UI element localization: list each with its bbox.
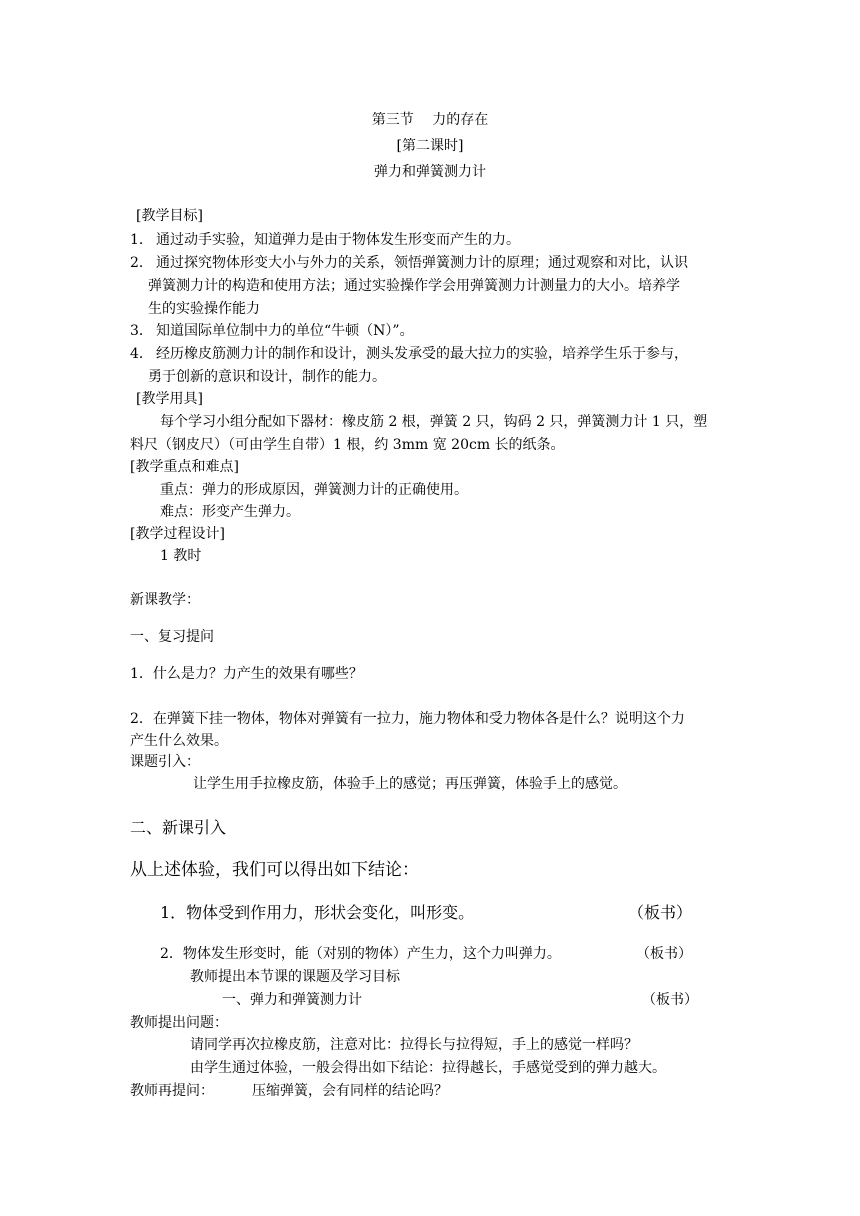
new-lesson-label: 新课教学： <box>130 592 200 608</box>
process-heading: [教学过程设计] <box>130 526 225 542</box>
review-heading: 一、复习提问 <box>130 629 214 645</box>
objective-1-line-1: 通过动手实验，知道弹力是由于物体发生形变而产生的力。 <box>156 232 520 248</box>
tools-line-1: 每个学习小组分配如下器材：橡皮筋 2 根，弹簧 2 只，钩码 2 只，弹簧测力计 1 只，塑 <box>160 414 708 430</box>
objective-3-line-1: 知道国际单位制中力的单位“牛顿（N）”。 <box>156 323 414 339</box>
tools-heading: [教学用具] <box>136 391 203 407</box>
student-result: 由学生通过体验，一般会得出如下结论：拉得越长，手感觉受到的弹力越大。 <box>190 1060 666 1076</box>
keypoints-heading: [教学重点和难点] <box>130 459 239 475</box>
intro-text: 让学生用手拉橡皮筋，体验手上的感觉；再压弹簧，体验手上的感觉。 <box>193 776 627 792</box>
section-title: 第三节 力的存在 <box>371 112 489 128</box>
teacher-intro: 教师提出本节课的课题及学习目标 <box>190 969 400 985</box>
key-point: 重点：弹力的形成原因，弹簧测力计的正确使用。 <box>160 482 468 498</box>
intro-label: 课题引入： <box>130 754 200 770</box>
objective-1-num: 1． <box>130 232 153 248</box>
lesson-period: [第二课时] <box>396 138 464 154</box>
review-question-2-line-1: 2．在弹簧下挂一物体，物体对弹簧有一拉力，施力物体和受力物体各是什么？说明这个力 <box>130 711 685 727</box>
review-question-1: 1．什么是力？力产生的效果有哪些？ <box>130 666 363 682</box>
objectives-heading: [教学目标] <box>136 208 203 224</box>
objective-2-line-2: 弹簧测力计的构造和使用方法；通过实验操作学会用弹簧测力计测量力的大小。培养学 <box>148 278 680 294</box>
section2-heading: 二、新课引入 <box>130 818 227 837</box>
objective-4-line-1: 经历橡皮筋测力计的制作和设计，测头发承受的最大拉力的实验，培养学生乐于参与， <box>156 346 688 362</box>
objective-4-line-2: 勇于创新的意识和设计，制作的能力。 <box>148 369 386 385</box>
conclusion-intro: 从上述体验，我们可以得出如下结论： <box>130 860 419 880</box>
subtopic: 一、弹力和弹簧测力计 <box>222 992 362 1008</box>
lesson-time: 1 教时 <box>160 548 202 564</box>
conclusion-point-2-note: （板书） <box>636 946 692 962</box>
objective-3-num: 3． <box>130 323 153 339</box>
lesson-topic: 弹力和弹簧测力计 <box>374 164 486 180</box>
conclusion-point-2: 2．物体发生形变时，能（对别的物体）产生力，这个力叫弹力。 <box>160 946 561 962</box>
teacher-question: 请同学再次拉橡皮筋，注意对比：拉得长与拉得短，手上的感觉一样吗？ <box>190 1037 638 1053</box>
conclusion-point-1: 1．物体受到作用力，形状会变化，叫形变。 <box>160 903 475 922</box>
difficult-point: 难点：形变产生弹力。 <box>160 504 300 520</box>
objective-2-num: 2． <box>130 255 153 271</box>
objective-2-line-1: 通过探究物体形变大小与外力的关系，领悟弹簧测力计的原理；通过观察和对比，认识 <box>156 255 688 271</box>
objective-2-line-3: 生的实验操作能力 <box>148 301 260 317</box>
teacher-question-label: 教师提出问题： <box>130 1015 228 1031</box>
tools-line-2: 料尺（钢皮尺）（可由学生自带）1 根，约 3mm 宽 20cm 长的纸条。 <box>130 437 565 453</box>
teacher-question-2: 压缩弹簧，会有同样的结论吗？ <box>252 1083 448 1099</box>
subtopic-note: （板书） <box>642 992 698 1008</box>
objective-4-num: 4． <box>130 346 153 362</box>
teacher-question-2-label: 教师再提问： <box>130 1083 214 1099</box>
review-question-2-line-2: 产生什么效果。 <box>130 733 228 749</box>
conclusion-point-1-note: （板书） <box>628 903 693 922</box>
